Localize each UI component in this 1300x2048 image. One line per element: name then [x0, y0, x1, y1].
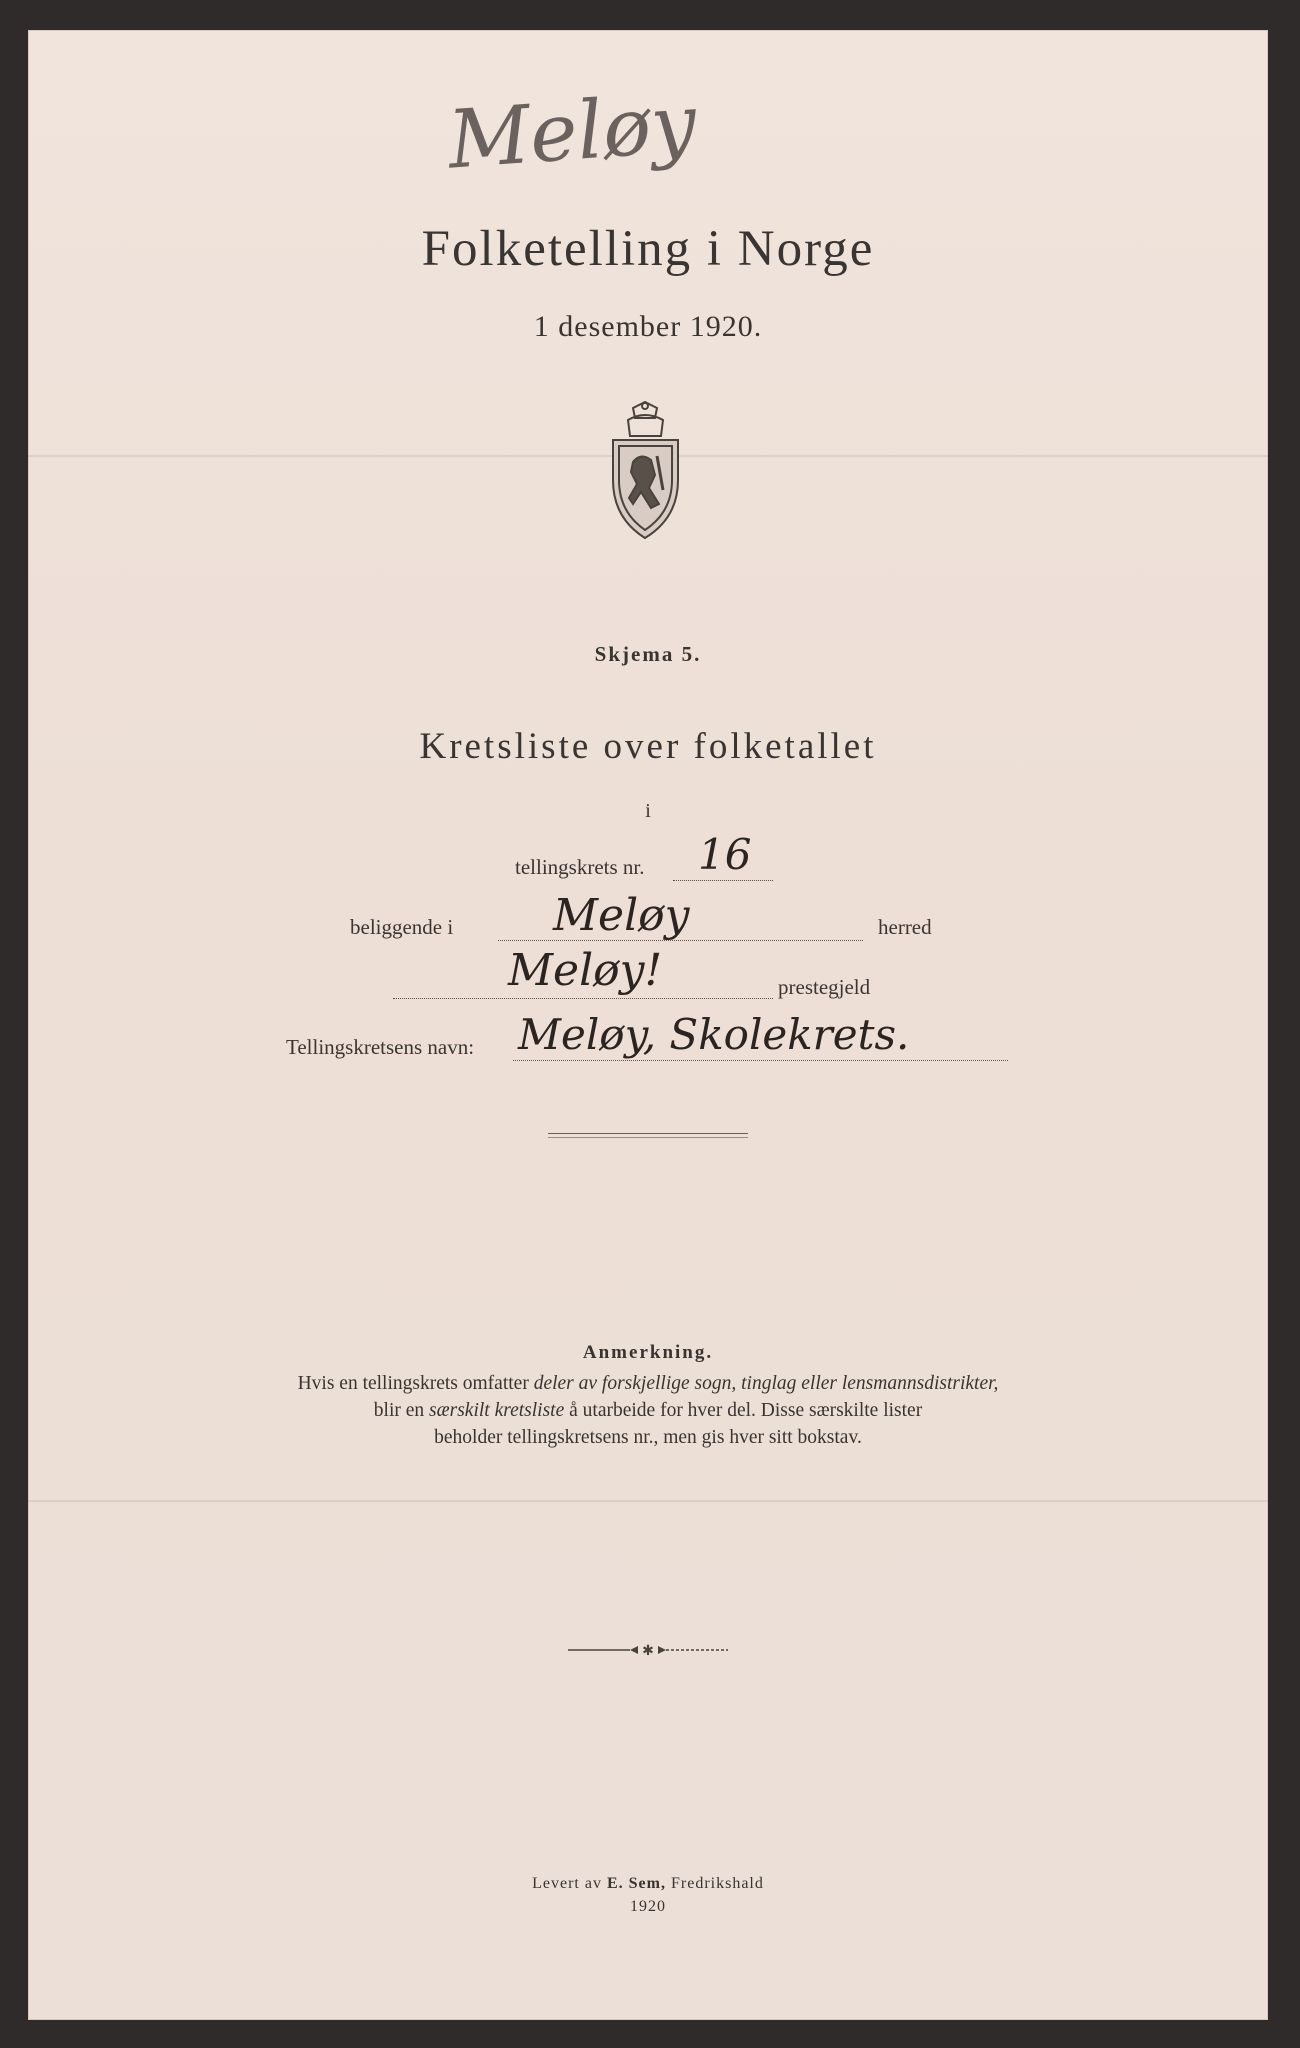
- census-form-page: [28, 30, 1268, 2020]
- census-date: 1 desember 1920.: [533, 310, 763, 343]
- tellingskrets-line: [673, 880, 773, 881]
- beliggende-value[interactable]: Meløy: [553, 890, 690, 941]
- form-subtitle: Kretsliste over folketallet: [419, 726, 877, 767]
- note-line-3: beholder tellingskretsens nr., men gis hver sitt bokstav.: [434, 1427, 862, 1448]
- note-heading: Anmerkning.: [582, 1342, 714, 1363]
- navn-label: Tellingskretsens navn:: [286, 1035, 475, 1059]
- ornament-divider: [568, 1640, 728, 1660]
- separator-rule: [548, 1133, 748, 1134]
- connector-i: i: [645, 800, 651, 822]
- printer-line: Levert av E. Sem, Fredrikshald: [532, 1875, 764, 1892]
- note-line-2: blir en særskilt kretsliste å utarbeide for hver del. Disse særskilte lister: [373, 1400, 923, 1421]
- svg-text:✱: ✱: [642, 1644, 654, 1659]
- norwegian-coat-of-arms-icon: [593, 400, 698, 540]
- separator-rule: [548, 1137, 748, 1138]
- tellingskrets-label: tellingskrets nr.: [515, 855, 645, 879]
- printer-year: 1920: [630, 1898, 666, 1915]
- navn-line: [513, 1060, 1008, 1061]
- prestegjeld-line: [393, 998, 773, 999]
- handwritten-header: Meløy: [445, 76, 700, 187]
- schema-number: Skjema 5.: [594, 642, 702, 666]
- prestegjeld-value[interactable]: Meløy!: [508, 945, 663, 996]
- herred-label: herred: [878, 915, 932, 939]
- beliggende-label: beliggende i: [350, 915, 454, 939]
- fold-line: [28, 1500, 1268, 1502]
- page-title: Folketelling i Norge: [421, 221, 875, 277]
- navn-value[interactable]: Meløy, Skolekrets.: [518, 1010, 910, 1059]
- prestegjeld-label: prestegjeld: [778, 975, 871, 999]
- note-line-1: Hvis en tellingskrets omfatter deler av forskjellige sogn, tinglag eller lensmannsdistrikter,: [297, 1373, 999, 1394]
- tellingskrets-value[interactable]: 16: [698, 830, 752, 879]
